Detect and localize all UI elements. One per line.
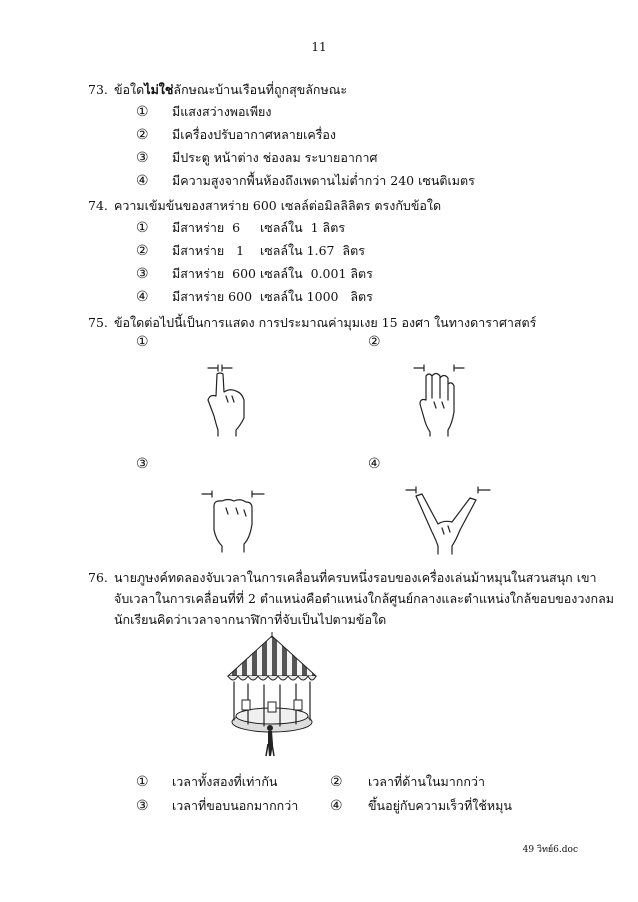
question-number: 74. xyxy=(88,198,108,213)
question-75-choice-4[interactable]: ④ xyxy=(368,456,381,472)
question-76-option-1[interactable]: ① เวลาทั้งสองที่เท่ากัน xyxy=(136,774,278,790)
question-76-stem-line-1: 76. นายภูษงค์ทดลองจับเวลาในการเคลื่อนที่ครบหนึ่งรอบของเครื่องเล่นม้าหมุนในสวนสนุก เขา xyxy=(88,570,597,585)
question-76-stem-line-2: จับเวลาในการเคลื่อนที่ที่ 2 ตำแหน่งคือตำแหน่งใกล้ศูนย์กลางและตำแหน่งใกล้ขอบของวงกลม xyxy=(114,591,614,606)
question-73-option-3[interactable]: ③ มีประตู หน้าต่าง ช่องลม ระบายอากาศ xyxy=(136,150,378,166)
question-74-option-2[interactable]: ② มีสาหร่าย 1 เซลล์ใน 1.67 ลิตร xyxy=(136,243,365,259)
emphasis-text: ไม่ใช่ xyxy=(144,82,174,97)
hand-three-fingers-illustration xyxy=(410,360,480,440)
question-75-choice-3[interactable]: ③ xyxy=(136,456,149,472)
hand-spread-illustration xyxy=(400,484,500,554)
question-75-choice-2[interactable]: ② xyxy=(368,334,381,350)
question-73-option-4[interactable]: ④ มีความสูงจากพื้นห้องถึงเพดานไม่ต่ำกว่า 240 เซนติเมตร xyxy=(136,173,475,189)
question-74-option-4[interactable]: ④ มีสาหร่าย 600 เซลล์ใน 1000 ลิตร xyxy=(136,289,373,305)
question-73-option-1[interactable]: ① มีแสงสว่างพอเพียง xyxy=(136,104,272,120)
question-75-choice-1[interactable]: ① xyxy=(136,334,149,350)
carousel-illustration xyxy=(222,632,322,762)
question-76-stem-line-3: นักเรียนคิดว่าเวลาจากนาฬิกาที่จับเป็นไปตามข้อใด xyxy=(114,612,387,627)
hand-fist-illustration xyxy=(196,484,276,554)
question-number: 75. xyxy=(88,315,108,330)
hand-one-finger-illustration xyxy=(200,360,270,440)
question-73-option-2[interactable]: ② มีเครื่องปรับอากาศหลายเครื่อง xyxy=(136,127,337,143)
question-76-option-3[interactable]: ③ เวลาที่ขอบนอกมากกว่า xyxy=(136,798,299,814)
question-75-stem: 75. ข้อใดต่อไปนี้เป็นการแสดง การประมาณค่ามุมเงย 15 องศา ในทางดาราศาสตร์ xyxy=(88,315,537,330)
question-76-option-2[interactable]: ② เวลาที่ด้านในมากกว่า xyxy=(330,774,485,790)
page-number: 11 xyxy=(311,40,327,54)
footer-filename: 49 วิทย์6.doc xyxy=(522,845,578,855)
question-number: 76. xyxy=(88,570,108,585)
question-76-option-4[interactable]: ④ ขึ้นอยู่กับความเร็วที่ใช้หมุน xyxy=(330,798,512,814)
question-73-stem: 73. ข้อใดไม่ใช่ลักษณะบ้านเรือนที่ถูกสุขลักษณะ xyxy=(88,82,348,97)
question-74-option-1[interactable]: ① มีสาหร่าย 6 เซลล์ใน 1 ลิตร xyxy=(136,220,346,236)
question-74-stem: 74. ความเข้มข้นของสาหร่าย 600 เซลล์ต่อมิลลิลิตร ตรงกับข้อใด xyxy=(88,198,442,213)
question-number: 73. xyxy=(88,82,108,97)
question-74-option-3[interactable]: ③ มีสาหร่าย 600 เซลล์ใน 0.001 ลิตร xyxy=(136,266,373,282)
